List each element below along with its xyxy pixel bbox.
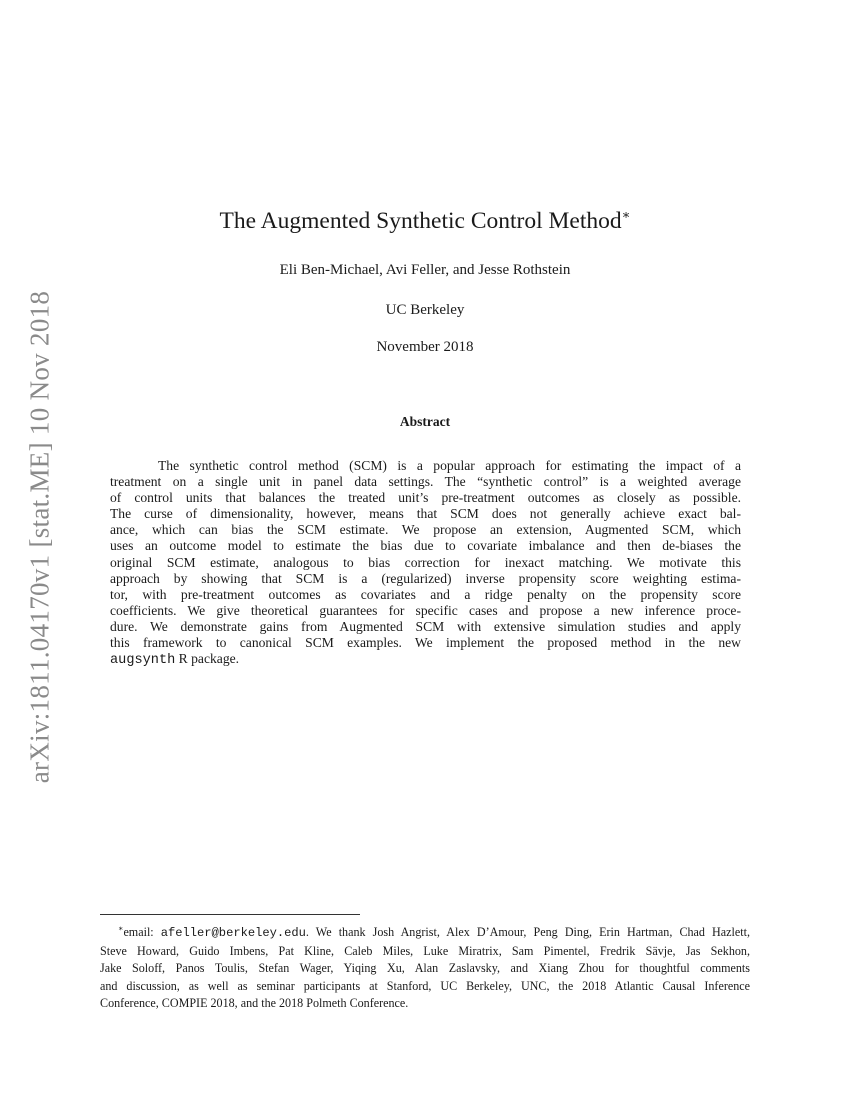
title-footnote-mark: ∗ bbox=[621, 207, 631, 222]
abstract-line: The synthetic control method (SCM) is a popular approach for estimating the impact of a bbox=[158, 458, 741, 473]
authors: Eli Ben-Michael, Avi Feller, and Jesse Rothstein bbox=[279, 262, 571, 278]
abstract-heading: Abstract bbox=[399, 414, 451, 429]
footnote-text: . We thank Josh Angrist, Alex D’Amour, Peng Ding, Erin Hartman, Chad Hazlett, bbox=[305, 925, 750, 940]
footnote-rule bbox=[100, 914, 360, 915]
footnote-mark: ∗ bbox=[118, 924, 124, 933]
footnote-line: and discussion, as well as seminar participants at Stanford, UC Berkeley, UNC, the 2018 Atlantic Causal Inference bbox=[100, 978, 750, 993]
footnote-line bbox=[100, 920, 750, 943]
footnote bbox=[100, 920, 750, 1013]
abstract-line bbox=[110, 651, 741, 669]
abstract-line: of control units that balances the treated unit’s pre-treatment outcomes as closely as possible. bbox=[110, 490, 741, 506]
abstract-line: original SCM estimate, analogous to bias correction for inexact matching. We motivate this bbox=[110, 554, 741, 570]
abstract-line: treatment on a single unit in panel data settings. The “synthetic control” is a weighted average bbox=[110, 474, 741, 490]
affiliation: UC Berkeley bbox=[385, 302, 465, 318]
abstract-line: approach by showing that SCM is a (regularized) inverse propensity score weighting estima- bbox=[110, 570, 741, 586]
package-name: augsynth bbox=[110, 653, 176, 669]
footnote-line: Steve Howard, Guido Imbens, Pat Kline, Caleb Miles, Luke Miratrix, Sam Pimentel, Fredrik Sävje, Jas Sekhon, bbox=[100, 943, 750, 958]
date: November 2018 bbox=[376, 339, 474, 355]
footnote-line: Jake Soloff, Panos Toulis, Stefan Wager, Yiqing Xu, Alan Zaslavsky, and Xiang Zhou for thoughtful comments bbox=[100, 961, 750, 976]
abstract-line: dure. We demonstrate gains from Augmented SCM with extensive simulation studies and apply bbox=[110, 618, 741, 634]
abstract-line: coefficients. We give theoretical guarantees for specific cases and propose a new inference proce- bbox=[110, 602, 741, 618]
paper-title bbox=[0, 207, 850, 235]
abstract-line: this framework to canonical SCM examples. We implement the proposed method in the new bbox=[110, 635, 741, 651]
abstract-line: The curse of dimensionality, however, means that SCM does not generally achieve exact bal- bbox=[110, 506, 741, 522]
email-link[interactable]: afeller@berkeley.edu bbox=[160, 926, 306, 941]
abstract-line: ance, which can bias the SCM estimate. We propose an extension, Augmented SCM, which bbox=[110, 522, 741, 538]
email-label: email: bbox=[123, 925, 161, 940]
title-text: The Augmented Synthetic Control Method bbox=[219, 208, 622, 234]
abstract-line: uses an outcome model to estimate the bias due to covariate imbalance and then de-biases the bbox=[110, 538, 741, 554]
abstract-body bbox=[110, 458, 741, 669]
abstract-line: tor, with pre-treatment outcomes as covariates and a ridge penalty on the propensity score bbox=[110, 586, 741, 602]
abstract-line-text: R package. bbox=[175, 651, 240, 667]
arxiv-stamp: arXiv:1811.04170v1 [stat.ME] 10 Nov 2018 bbox=[24, 290, 55, 784]
footnote-line: Conference, COMPIE 2018, and the 2018 Polmeth Conference. bbox=[100, 996, 409, 1011]
